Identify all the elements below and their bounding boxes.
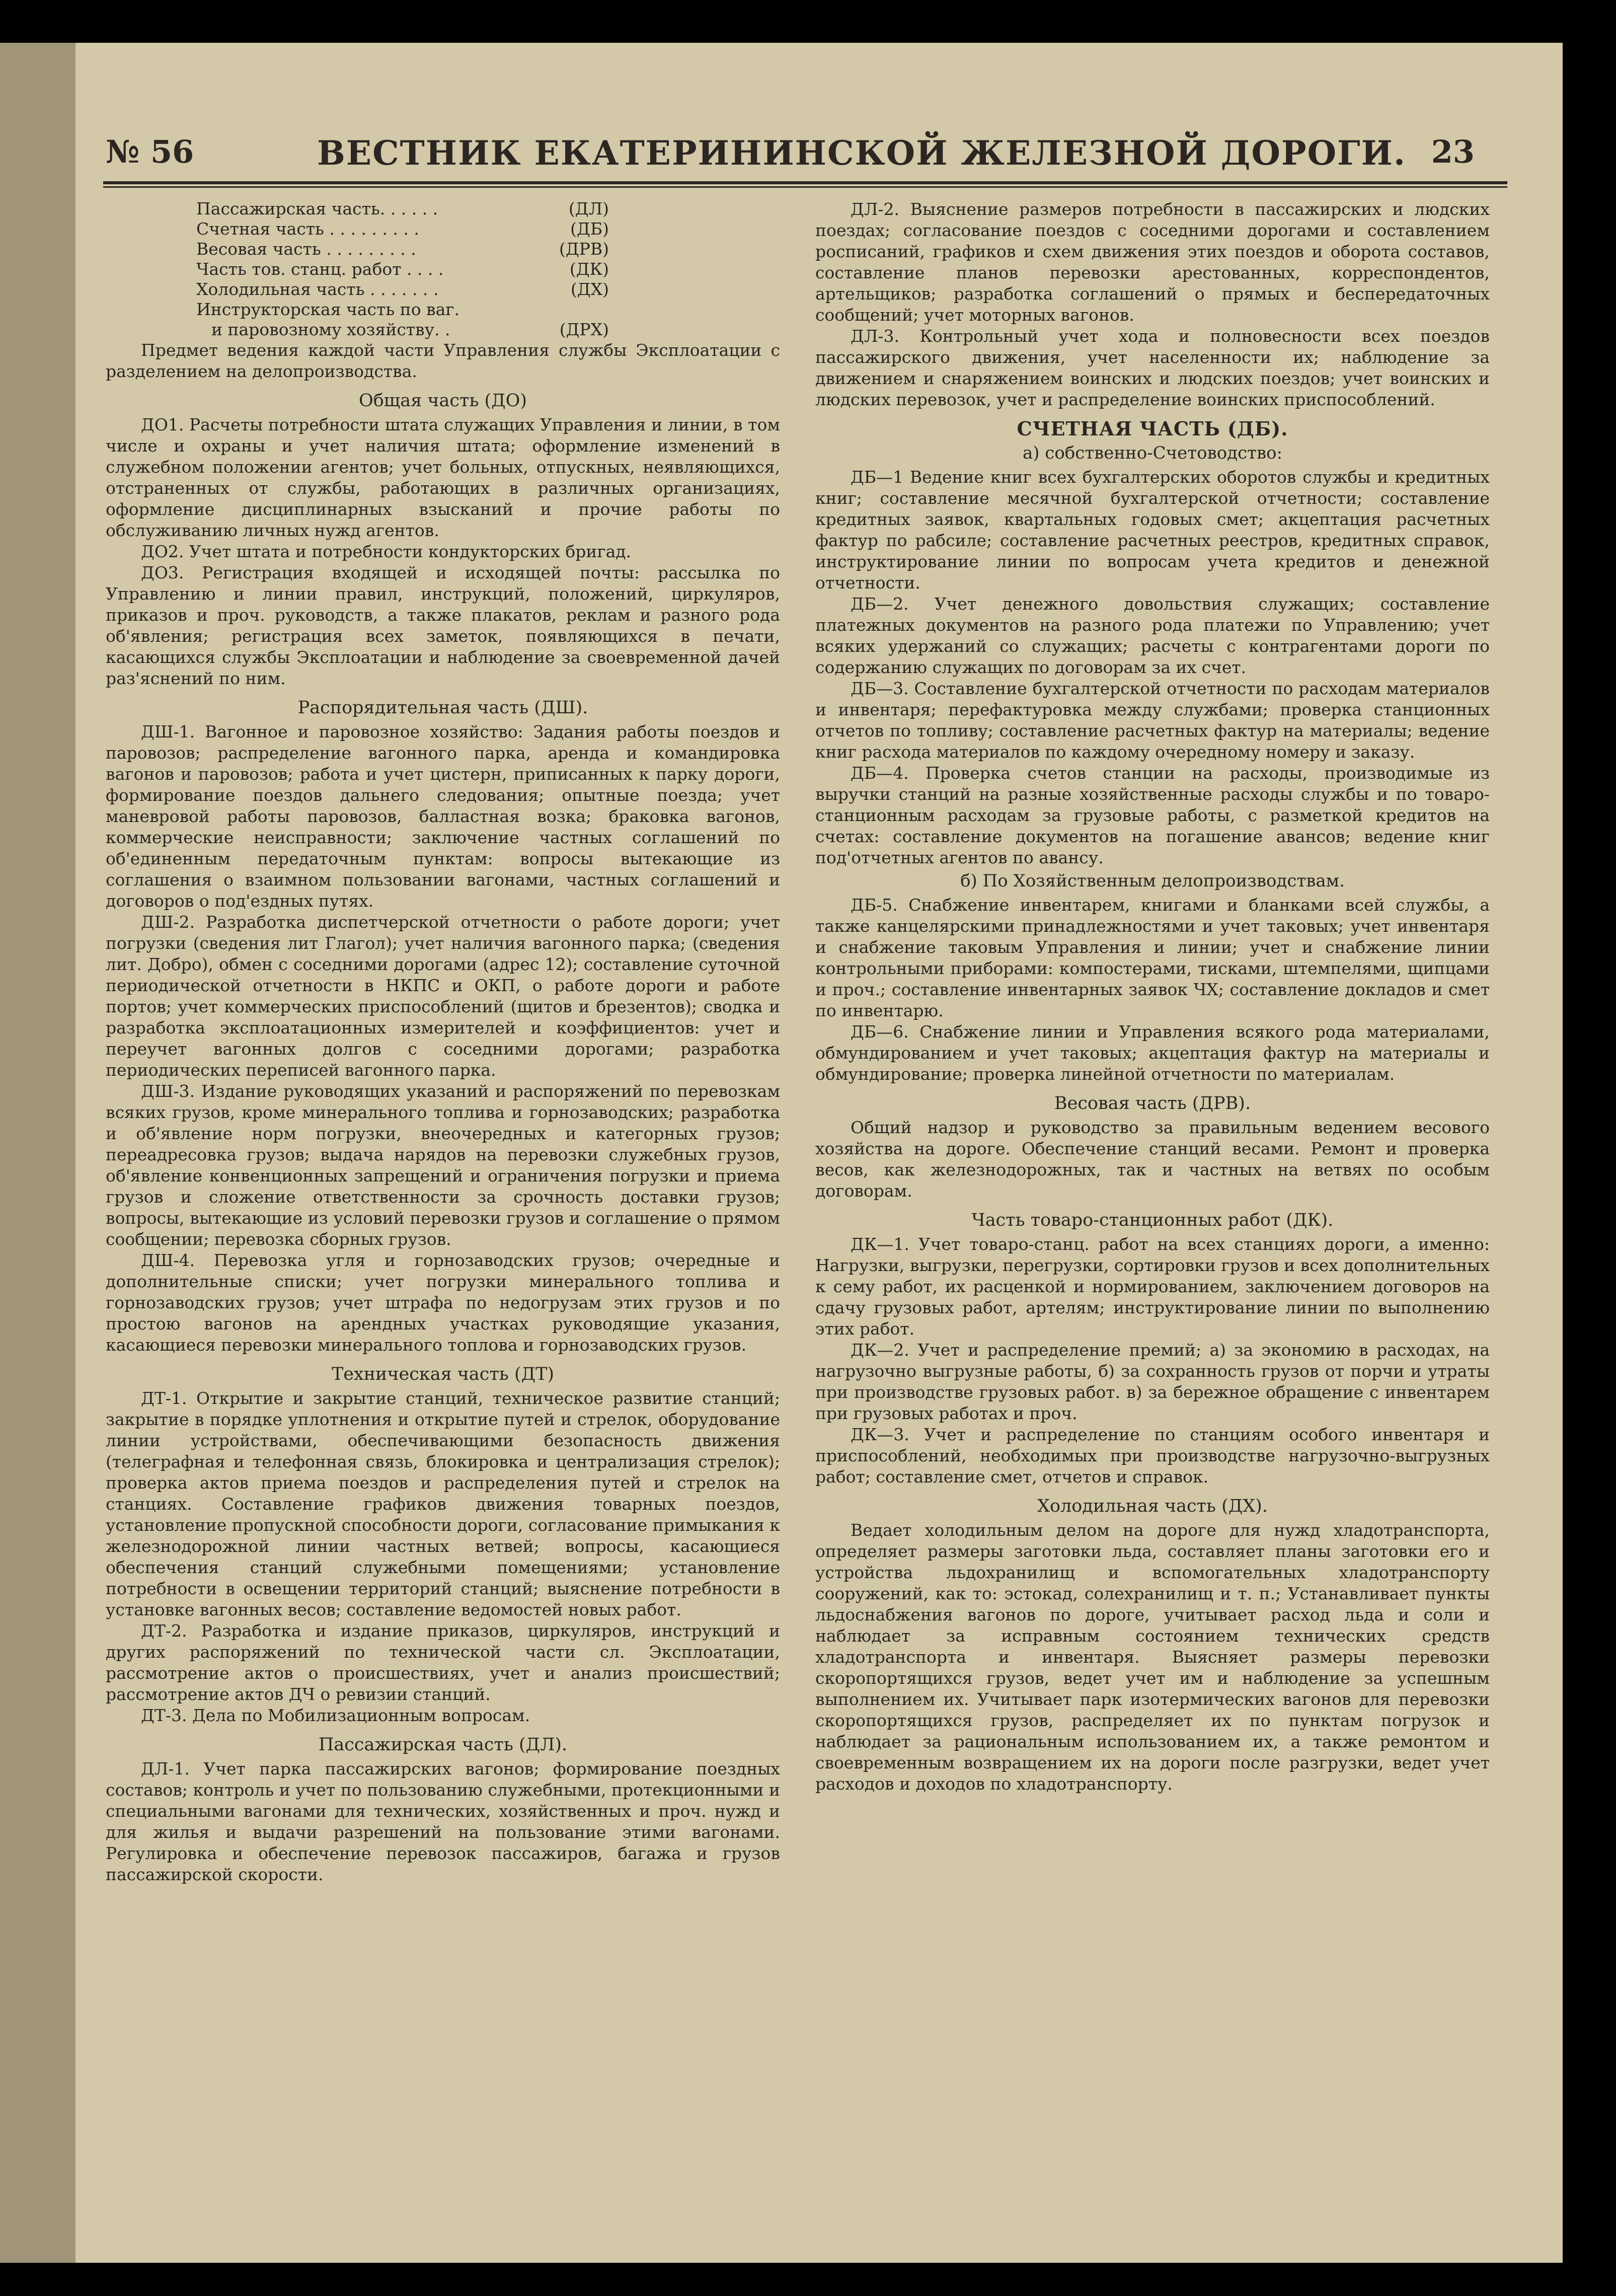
scan-border (1563, 0, 1616, 2296)
paragraph-dt2: ДТ-2. Разработка и издание приказов, циркуляров, инструкций и других распоряжений по технической части сл. Эксплоатации, рассмотрение актов о происшествиях, учет и анализ происшествий; рассмотрение актов ДЧ о ревизии станций. (106, 1621, 780, 1704)
paragraph-drv: Общий надзор и руководство за правильным ведением весового хозяйства на дороге. Обеспечение станций весами. Ремонт и проверка весов, как железнодорожных, так и частных на ветвях по особым договорам. (815, 1118, 1490, 1201)
paragraph-db3: ДБ—3. Составление бухгалтерской отчетности по расходам материалов и инвентаря; перефактуровка между службами; проверка станционных отчетов по топливу; составление расчетных фактур на материалы; ведение книг расхода материалов по каждому очередному номеру и заказу. (815, 679, 1490, 762)
paragraph-dl3: ДЛ-3. Контрольный учет хода и полновесности всех поездов пассажирского движения, учет населенности их; наблюдение за движением и снаряжением воинских и людских поездов; учет воинских и людских перевозок, учет и распределение воинских приспособлений. (815, 326, 1490, 409)
section-title-dsh: Распорядительная часть (ДШ). (297, 698, 588, 718)
list-item: Счетная часть . . . . . . . . . (ДБ) (196, 219, 609, 239)
paragraph-dt1: ДТ-1. Открытие и закрытие станций, техническое развитие станций; закрытие в порядке уплотнения и открытие путей и стрелок, оборудование линии устройствами, обеспечивающими безопасность движения (телеграфная и телефонная связь, блокировка и централизация стрелок); проверка актов приема поездов и распределения путей и стрелок на станциях. Составление графиков движения товарных поездов, установление пропускной способности дороги, согласование примыкания к железнодорожной линии частных ветвей; вопросы, касающиеся обеспечения станций служебными помещениями; установление потребности в освещении территорий станций; выяснение потребности в установке вагонных весов; составление ведомостей новых работ. (106, 1388, 780, 1619)
section-title-db: СЧЕТНАЯ ЧАСТЬ (ДБ). (1017, 417, 1288, 440)
page-header (106, 133, 1475, 189)
paragraph-db4: ДБ—4. Проверка счетов станции на расходы, производимые из выручки станций на разные хозяйственные расходы службы и по товаро-станционным расходам за грузовые работы, с разметкой кредитов на счетах: составление документов на погашение авансов; ведение книг под'отчетных агентов по авансу. (815, 763, 1490, 867)
paragraph-db1: ДБ—1 Ведение книг всех бухгалтерских оборотов службы и кредитных книг; составление месячной бухгалтерской отчетности; составление кредитных заявок, квартальных годовых смет; акцептация расчетных фактур по рабсиле; составление расчетных реестров, кредитных справок, инструктирование линии по вопросам учета кредитов и денежной отчетности. (815, 467, 1490, 592)
intro-paragraph: Предмет ведения каждой части Управления службы Эксплоатации с разделением на делопроизводства. (106, 340, 780, 381)
left-column (106, 199, 780, 2192)
subsection-title-b: б) По Хозяйственным делопроизводствам. (960, 871, 1345, 891)
list-item: Весовая часть . . . . . . . . . (ДРВ) (196, 239, 609, 259)
subsection-title-a: а) собственно-Счетоводство: (1022, 443, 1283, 463)
newspaper-page (75, 43, 1563, 2263)
right-column (815, 199, 1490, 2192)
paragraph-do3: ДО3. Регистрация входящей и исходящей почты: рассылка по Управлению и линии правил, инструкций, положений, циркуляров, приказов и проч. руководств, а также плакатов, реклам и разного рода об'явления; регистрация всех заметок, появляющихся в печати, касающихся службы Эксплоатации и наблюдение за своевременной дачей раз'яснений по ним. (106, 563, 780, 688)
issue-number: № 56 (106, 133, 194, 170)
paragraph-dl1: ДЛ-1. Учет парка пассажирских вагонов; формирование поездных составов; контроль и учет по пользованию служебными, протекционными и специальными вагонами для технических, хозяйственных и проч. нужд и для жилья и выдачи разрешений на пользование этими вагонами. Регулировка и обеспечение перевозок пассажиров, багажа и грузов пассажирской скорости. (106, 1759, 780, 1884)
header-rule (103, 181, 1507, 188)
paragraph-do1: ДО1. Расчеты потребности штата служащих Управления и линии, в том числе и охраны и учет наличия штата; оформление изменений в служебном положении агентов; учет больных, отпускных, неявляющихся, отстраненных от службы, работающих в различных организациях, оформление дисциплинарных взысканий и прочие работы по обслуживанию личных нужд агентов. (106, 415, 780, 540)
paragraph-dk3: ДК—3. Учет и распределение по станциям особого инвентаря и приспособлений, необходимых при производстве нагрузочно-выгрузных работ; составление смет, отчетов и справок. (815, 1425, 1490, 1487)
paragraph-dsh3: ДШ-3. Издание руководящих указаний и распоряжений по перевозкам всяких грузов, кроме минерального топлива и горнозаводских; разработка и об'явление норм погрузки, внеочередных и категорных грузов; переадресовка грузов; выдача нарядов на перевозки служебных грузов, об'явление конвенционных запрещений и ограничения погрузки и приема грузов и сложение ответственности за срочность доставки грузов; вопросы, вытекающие из условий перевозки грузов и соглашение о прямом сообщении; перевозка сборных грузов. (106, 1081, 780, 1249)
newspaper-title: ВЕСТНИК ЕКАТЕРИНИНСКОЙ ЖЕЛЕЗНОЙ ДОРОГИ. (317, 133, 1406, 173)
section-title-do: Общая часть (ДО) (359, 391, 527, 411)
section-title-dh: Холодильная часть (ДХ). (1037, 1496, 1268, 1516)
section-title-dt: Техническая часть (ДТ) (331, 1364, 555, 1384)
section-title-drv: Весовая часть (ДРВ). (1054, 1093, 1251, 1114)
paragraph-dsh1: ДШ-1. Вагонное и паровозное хозяйство: Задания работы поездов и паровозов; распределение вагонного парка, аренда и командировка вагонов и паровозов; работа и учет цистерн, приписанных к парку дороги, формирование поездов дальнего следования; опытные поезда; учет маневровой работы паровозов, балластная возка; браковка вагонов, коммерческие неисправности; заключение частных соглашений по об'единенным передаточным пунктам: вопросы вытекающие из соглашения о взаимном пользовании вагонами, частных соглашений и договоров о под'ездных путях. (106, 722, 780, 911)
paragraph-dsh2: ДШ-2. Разработка диспетчерской отчетности о работе дороги; учет погрузки (сведения лит Глагол); учет наличия вагонного парка; (сведения лит. Добро), обмен с соседними дорогами (адрес 12); составление суточной периодической отчетности в НКПС и ОКП, о работе дороги и работе портов; учет коммерческих приспособлений (щитов и брезентов); сводка и разработка эксплоатационных измерителей и коэффициентов: учет и переучет вагонных долгов с соседними дорогами; разработка периодических переписей вагонного парка. (106, 912, 780, 1080)
paragraph-dk2: ДК—2. Учет и распределение премий; а) за экономию в расходах, на нагрузочно выгрузные работы, б) за сохранность грузов от порчи и утраты при производстве грузовых работ. в) за бережное обращение с инвентарем при грузовых работах и проч. (815, 1340, 1490, 1423)
list-item: Пассажирская часть. . . . . . (ДЛ) (196, 199, 609, 218)
paragraph-db2: ДБ—2. Учет денежного довольствия служащих; составление платежных документов на разного рода платежи по Управлению; учет всяких удержаний со служащих; расчеты с контрагентами дороги по содержанию служащих по договорам за их счет. (815, 594, 1490, 677)
paragraph-dl2: ДЛ-2. Выяснение размеров потребности в пассажирских и людских поездах; согласование поездов с соседними дорогами и составлением росписаний, графиков и схем движения этих поездов и оборота составов, составление планов перевозки арестованных, корреспондентов, артельщиков; разработка соглашений о прямых и беспередаточных сообщений; учет моторных вагонов. (815, 199, 1490, 325)
paragraph-dk1: ДК—1. Учет товаро-станц. работ на всех станциях дороги, а именно: Нагрузки, выгрузки, перегрузки, сортировки грузов и всех дополнительных к сему работ, их расценкой и нормированием, заключением договоров на сдачу грузовых работ, артелям; инструктирование линии по выполнению этих работ. (815, 1234, 1490, 1339)
book-spine (0, 43, 75, 2263)
paragraph-dsh4: ДШ-4. Перевозка угля и горнозаводских грузов; очередные и дополнительные списки; учет погрузки минерального топлива и горнозаводских грузов; учет штрафа по недогрузам этих грузов и по простою вагонов на арендных участках руководящие указания, касающиеся перевозки минерального топлова и горнозаводских грузов. (106, 1250, 780, 1355)
section-title-dl: Пассажирская часть (ДЛ). (318, 1735, 568, 1755)
section-title-dk: Часть товаро-станционных работ (ДК). (971, 1210, 1334, 1230)
paragraph-dt3: ДТ-3. Дела по Мобилизационным вопросам. (141, 1706, 530, 1725)
paragraph-db5: ДБ-5. Снабжение инвентарем, книгами и бланками всей службы, а также канцелярскими принадлежностями и учет таковых; учет инвентаря и снабжение таковым Управления и линии; учет и снабжение линии контрольными приборами: компостерами, тисками, штемпелями, щипцами и проч.; составление инвентарных заявок ЧХ; составление докладов и смет по инвентарю. (815, 895, 1490, 1020)
list-item: Инструкторская часть по ваг. (196, 300, 460, 319)
paragraph-do2: ДО2. Учет штата и потребности кондукторских бригад. (141, 542, 632, 561)
list-item: Холодильная часть . . . . . . . (ДХ) (196, 279, 609, 299)
page-number: 23 (1431, 133, 1475, 170)
list-item: и паровозному хозяйству. . (ДРХ) (211, 320, 609, 339)
list-item: Часть тов. станц. работ . . . . (ДК) (196, 259, 609, 279)
paragraph-dh: Ведает холодильным делом на дороге для нужд хладотранспорта, определяет размеры заготовки льда, составляет планы заготовки его и устройства льдохранилищ и вспомогательных хладотранспорту сооружений, как то: эстокад, солехранилищ и т. п.; Устанавливает пункты льдоснабжения вагонов по дороге, учитывает расход льда и соли и наблюдает за исправным состоянием технических средств хладотранспорта и инвентаря. Выясняет размеры перевозки скоропортящихся грузов, ведет учет им и наблюдение за успешным выполнением их. Учитывает парк изотермических вагонов для перевозки скоропортящихся грузов, распределяет их по пунктам погрузок и наблюдает за рациональным использованием их, а также ремонтом и своевременным возвращением их на дороги после разгрузки, ведет учет расходов и доходов по хладотранспорту. (815, 1520, 1490, 1794)
parts-list (196, 199, 609, 340)
paragraph-db6: ДБ—6. Снабжение линии и Управления всякого рода материалами, обмундированием и учет таковых; акцептация фактур на материалы и обмундирование; проверка линейной отчетности по материалам. (815, 1022, 1490, 1084)
